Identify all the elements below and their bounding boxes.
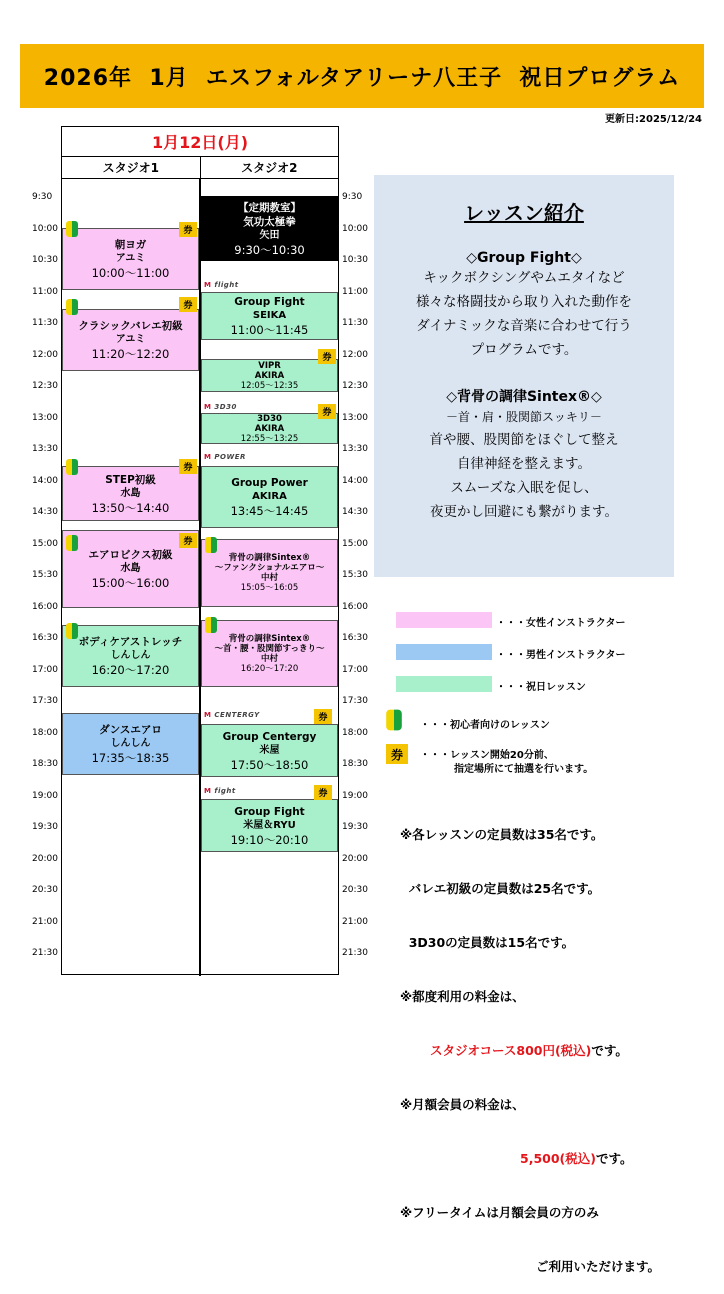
lesson-time: 9:30～10:30 [234,242,305,257]
female-legend: ・・・女性インストラクター [496,618,626,629]
lesson-taichi[interactable] [201,196,338,261]
note-line: ※都度利用の料金は、 [400,989,525,1004]
ken-icon: 券 [318,404,336,419]
note-line [400,1042,660,1060]
beginner-icon [66,623,78,639]
note-line: ご利用いただけます。 [536,1259,661,1274]
lesson-body-care[interactable] [62,625,199,687]
lesson-name: 背骨の調律Sintex® [228,553,311,563]
3d30-logo: M 3D30 [204,403,237,411]
lesson-instructor: しんしん [110,738,151,749]
time-label: 15:30 [342,570,368,580]
lesson-time: 19:10～20:10 [230,832,309,847]
lesson-instructor: 中村 [260,573,278,583]
beginner-icon [66,221,78,237]
lesson-name: VIPR [258,360,281,371]
beginner-icon [66,535,78,551]
time-label: 13:30 [342,444,368,454]
lesson-time: 16:20～17:20 [240,663,299,674]
group-power-logo: M POWER [204,453,246,461]
lesson-time: 16:20～17:20 [91,663,170,677]
lesson-intro-box [374,175,674,577]
time-label: 21:30 [32,948,58,958]
ken-icon: 券 [179,459,197,474]
lesson-name: 朝ヨガ [114,239,147,251]
lesson-name: クラシックバレエ初級 [78,320,183,332]
lesson-instructor: SEIKA [252,310,287,321]
time-label: 16:30 [342,633,368,643]
time-label: 15:30 [32,570,58,580]
lesson-time: 12:55～13:25 [240,433,299,444]
time-label: 17:00 [32,664,58,675]
lesson-subtitle: 気功太極拳 [243,215,296,228]
time-label: 19:00 [32,790,58,801]
time-label: 16:00 [32,601,58,612]
time-label: 9:30 [342,192,363,202]
time-label: 21:00 [342,916,368,927]
time-label: 15:00 [32,538,58,549]
lesson-name: エアロビクス初級 [88,549,173,561]
intro-line: プログラムです。 [470,342,578,358]
note-suffix: です。 [595,1151,633,1166]
title-banner [20,44,704,108]
intro-line: 首や腰、股関節をほぐして整え [429,432,619,448]
schedule-table [61,126,339,975]
time-label: 17:30 [342,696,368,706]
lesson-time: 11:00～11:45 [230,323,309,337]
note-line: ※各レッスンの定員数は35名です。 [400,827,604,842]
monthly-price: 5,500(税込) [520,1151,596,1166]
lesson-time: 10:00～11:00 [91,266,170,280]
time-label: 10:30 [342,255,368,265]
ken-icon: 券 [318,349,336,364]
page-title: 2026年 1月 エスフォルタアリーナ八王子 祝日プログラム [43,65,681,91]
time-label: 18:30 [32,759,58,769]
lesson-time: 17:35～18:35 [91,751,170,765]
sintex-subtitle: －首・肩・股関節スッキリ－ [446,410,602,424]
time-label: 10:30 [32,255,58,265]
intro-line: キックボクシングやムエタイなど [423,270,625,286]
beginner-legend: ・・・初心者向けのレッスン [420,720,550,731]
time-label: 14:00 [32,475,58,486]
lesson-instructor: AKIRA [252,491,287,502]
lesson-instructor: 水島 [120,563,141,574]
intro-line: ダイナミックな音楽に合わせて行う [416,318,632,334]
lesson-time: 13:50～14:40 [91,500,170,515]
time-label: 17:30 [32,696,58,706]
intro-line: スムーズな入眠を促し、 [450,480,598,496]
group-fight-logo: M fight [204,787,236,795]
time-label: 19:00 [342,790,368,801]
group-fight-logo: M flight [204,281,239,289]
holiday-swatch [396,676,492,692]
time-label: 15:00 [342,538,368,549]
lesson-group-fight-1[interactable] [201,292,338,340]
note-line: ※月額会員の料金は、 [400,1097,525,1112]
time-label: 13:00 [32,412,58,423]
time-label: 21:00 [32,916,58,927]
holiday-legend: ・・・祝日レッスン [496,682,586,693]
lesson-group-centergy[interactable] [201,724,338,777]
time-label: 18:00 [32,727,58,738]
studio-header [62,157,338,179]
lesson-instructor: AKIRA [254,370,285,381]
intro-line: 様々な格闘技から取り入れた動作を [416,294,632,310]
ken-icon: 券 [179,297,197,312]
lesson-name: Group Centergy [222,730,317,743]
intro-line: 自律神経を整えます。 [457,456,591,472]
lesson-name: STEP初級 [105,473,156,486]
lesson-ballet[interactable] [62,309,199,371]
lesson-name: 【定期教室】 [238,201,301,214]
time-label: 18:00 [342,727,368,738]
beginner-icon [205,617,217,633]
time-label: 13:00 [342,412,368,423]
sintex-title: ◇背骨の調律Sintex®◇ [446,389,602,405]
lesson-name: ダンスエアロ [99,724,162,736]
lesson-step[interactable] [62,466,199,521]
time-label: 14:00 [342,475,368,486]
intro-line: 夜更かし回避にも繋がります。 [430,504,618,520]
lesson-instructor: しんしん [110,650,151,661]
time-label: 14:30 [342,507,368,517]
note-suffix: です。 [591,1043,628,1058]
lesson-name: Group Fight [234,296,305,308]
lesson-time: 15:00～16:00 [91,576,170,590]
lesson-name: ボディケアストレッチ [78,636,183,648]
time-label: 16:30 [32,633,58,643]
male-swatch [396,644,492,660]
ken-icon: 券 [314,785,332,800]
beginner-icon [66,459,78,475]
studio-price: スタジオコース800円(税込) [430,1043,592,1058]
time-label: 20:30 [32,885,58,895]
time-label: 16:00 [342,601,368,612]
studio1-header: スタジオ1 [62,157,201,178]
lesson-instructor: 矢田 [259,229,280,241]
time-label: 20:30 [342,885,368,895]
lesson-instructor: 中村 [260,653,278,664]
lesson-time: 15:05～16:05 [240,583,299,593]
lesson-name: 3D30 [257,413,282,424]
time-label: 18:30 [342,759,368,769]
time-label: 19:30 [32,822,58,832]
lesson-instructor: AKIRA [254,423,285,434]
lesson-time: 11:20～12:20 [91,347,170,361]
time-label: 21:30 [342,948,368,958]
lesson-instructor: アユミ [115,334,146,345]
lesson-dance-aero[interactable] [62,713,199,775]
lesson-name: 背骨の調律Sintex® [228,633,311,644]
time-label: 11:30 [342,318,368,328]
lesson-instructor: 水島 [120,487,141,499]
group-fight-title: ◇Group Fight◇ [466,250,582,266]
time-label: 20:00 [342,853,368,864]
time-label: 11:00 [342,286,368,297]
note-line [400,1150,660,1168]
male-legend: ・・・男性インストラクター [496,650,626,661]
notes [400,790,660,1294]
ken-icon: 券 [314,709,332,724]
beginner-icon [205,537,217,553]
time-label: 11:30 [32,318,58,328]
time-label: 10:00 [342,223,368,234]
time-label: 12:00 [342,349,368,360]
lesson-morning-yoga[interactable] [62,228,199,290]
group-centergy-logo: M CENTERGY [204,711,260,719]
lesson-group-power[interactable] [201,466,338,528]
ken-legend-2: 指定場所にて抽選を行います。 [454,764,594,775]
lesson-time: 12:05～12:35 [240,380,299,391]
lesson-group-fight-2[interactable] [201,799,338,852]
beginner-icon [386,710,402,731]
lesson-instructor: アユミ [115,253,146,264]
lesson-instructor: 米屋 [259,744,280,756]
time-label: 12:00 [32,349,58,360]
time-label: 12:30 [32,381,58,391]
lesson-sintex-1[interactable] [201,539,338,607]
lesson-time: 17:50～18:50 [230,757,309,772]
lesson-sintex-2[interactable] [201,620,338,687]
lesson-subtitle: ～首・腰・股関節すっきり～ [214,643,325,654]
lesson-time: 13:45～14:45 [230,504,309,518]
time-label: 14:30 [32,507,58,517]
time-label: 10:00 [32,223,58,234]
ken-icon: 券 [179,222,197,237]
note-line: バレエ初級の定員数は25名です。 [400,881,601,896]
time-label: 17:00 [342,664,368,675]
time-label: 13:30 [32,444,58,454]
ken-icon: 券 [386,744,408,764]
time-label: 11:00 [32,286,58,297]
female-swatch [396,612,492,628]
time-label: 19:30 [342,822,368,832]
time-label: 20:00 [32,853,58,864]
lesson-name: Group Fight [234,805,305,818]
lesson-instructor: 米屋＆RYU [243,819,296,831]
studio2-header: スタジオ2 [241,161,298,175]
time-label: 12:30 [342,381,368,391]
updated-date: 更新日:2025/12/24 [605,114,702,125]
note-line: 3D30の定員数は15名です。 [400,935,575,950]
beginner-icon [66,299,78,315]
schedule-date: 1月12日(月) [62,127,338,157]
ken-icon: 券 [179,533,197,548]
lesson-subtitle: ～ファンクショナルエアロ～ [214,563,325,573]
intro-heading: レッスン紹介 [464,201,584,225]
time-label: 9:30 [32,192,53,202]
lesson-name: Group Power [231,477,308,489]
note-line: ※フリータイムは月額会員の方のみ [400,1205,599,1220]
ken-legend: ・・・レッスン開始20分前、 [420,750,554,761]
